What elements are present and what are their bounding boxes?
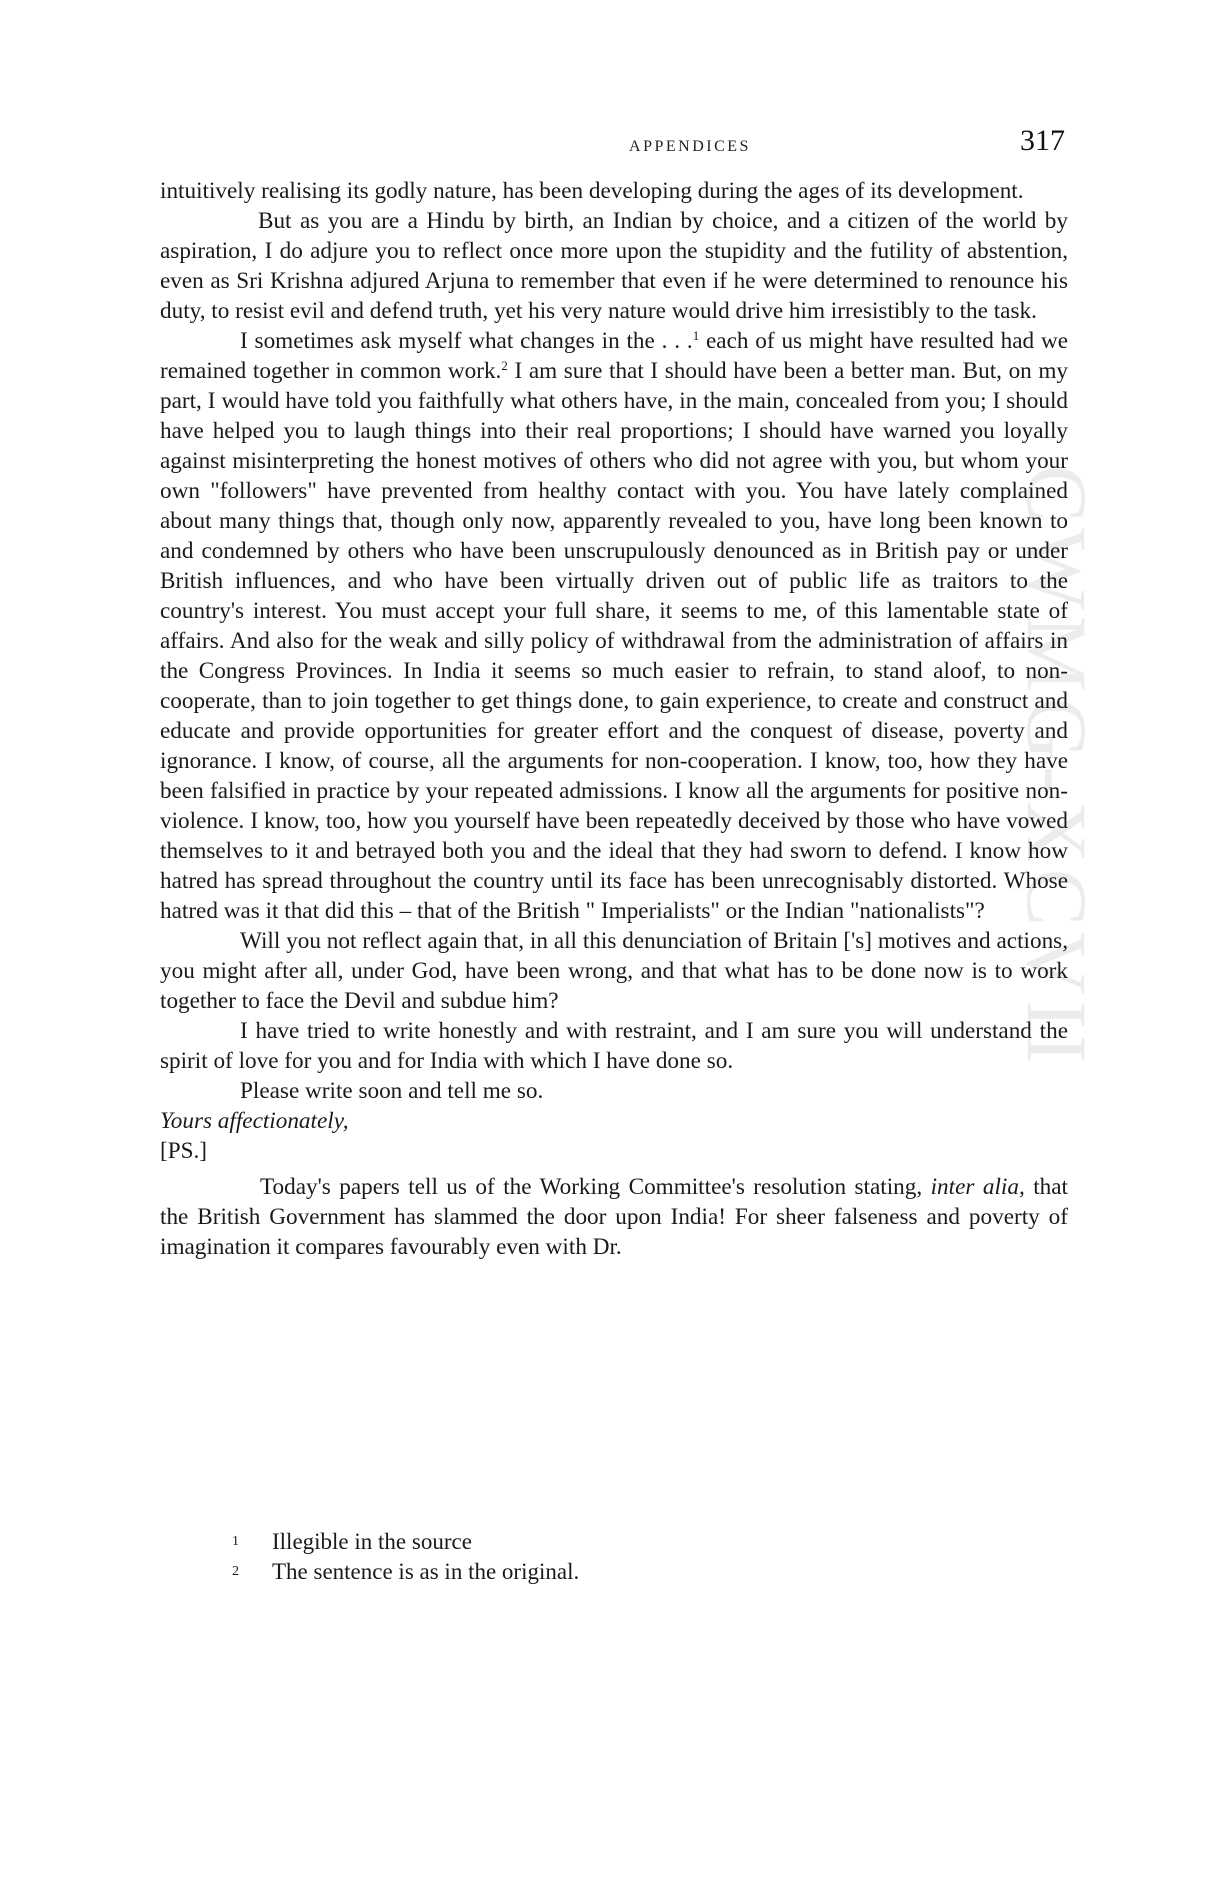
closing-salutation: Yours affectionately, [160,1108,349,1134]
paragraph-5: I have tried to write honestly and with restraint, and I am sure you will understand the spirit of love for you and for India with which I have done so. [160,1018,1068,1074]
page-number: 317 [1020,124,1065,157]
footnote-text: The sentence is as in the original. [272,1559,580,1584]
footnote-mark: 1 [232,1534,239,1549]
paragraph-3-part-a: I sometimes ask myself what changes in the . . . [240,328,693,354]
postscript-part-b: that the British Government has slammed the door upon India! For sheer falseness and poverty of imagination it compares favourably even with Dr. [160,1174,1068,1260]
paragraph-3 [160,326,1068,926]
paragraph-2: But as you are a Hindu by birth, an Indian by choice, and a citizen of the world by aspiration, I do adjure you to reflect once more upon the stupidity and the futility of abstention, even as Sri Krishna adjured Arjuna to remember that even if he were determined to renounce his duty, to resist evil and defend truth, yet his very nature would drive him irresistibly to the task. [160,208,1068,324]
footnote-1 [232,1527,579,1557]
footnote-text: Illegible in the source [272,1529,472,1554]
running-head: APPENDICES [629,138,751,155]
paragraph-6: Please write soon and tell me so. [240,1078,544,1104]
ps-label: [PS.] [160,1138,208,1164]
postscript-italic: inter alia, [930,1174,1025,1200]
footnote-2 [232,1557,579,1587]
paragraph-3-part-b: each of us might have resulted had we remained together in common work. [160,328,1068,384]
footnote-ref-2: 2 [501,358,508,373]
paragraph-4: Will you not reflect again that, in all this denunciation of Britain ['s] motives and actions, you might after all, under God, have been wrong, and that what has to be done now is to work together to face the Devil and subdue him? [160,928,1068,1014]
paragraph-1: intuitively realising its godly nature, has been developing during the ages of its development. [160,178,1024,204]
postscript-paragraph [160,1172,1068,1262]
footnote-mark: 2 [232,1564,239,1579]
paragraph-3-part-c: I am sure that I should have been a better man. But, on my part, I would have told you faithfully what others have, in the main, concealed from you; I should have helped you to laugh things into their real proportions; I should have warned you loyally against misinterpreting the honest motives of others who did not agree with you, but whom your own "followers" have prevented from healthy contact with you. You have lately complained about many things that, though only now, apparently revealed to you, have long been known to and condemned by others who have been unscrupulously denounced as in British pay or under British influences, and who have been virtually driven out of public life as traitors to the country's interest. You must accept your full share, it seems to me, of this lamentable state of affairs. And also for the weak and silly policy of withdrawal from the administration of affairs in the Congress Provinces. In India it seems so much easier to refrain, to stand aloof, to non-cooperate, than to join together to get things done, to gain experience, to create and construct and educate and provide opportunities for greater effort and the conquest of disease, poverty and ignorance. I know, of course, all the arguments for non-cooperation. I know, too, how they have been falsified in practice by your repeated admissions. I know all the arguments for positive non-violence. I know, too, how you yourself have been repeatedly deceived by those who have vowed themselves to it and betrayed both you and the ideal that they had sworn to defend. I know how hatred has spread throughout the country until its face has been unrecognisably distorted. Whose hatred was it that did this – that of the British " Imperialists" or the Indian "nationalists"? [160,358,1069,924]
body-text [160,176,1068,1262]
footnotes [232,1527,579,1587]
watermark: CWMG-XCVII [1009,465,1105,1070]
postscript-part-a: Today's papers tell us of the Working Committee's resolution stating, [260,1174,931,1200]
footnote-ref-1: 1 [692,328,700,343]
